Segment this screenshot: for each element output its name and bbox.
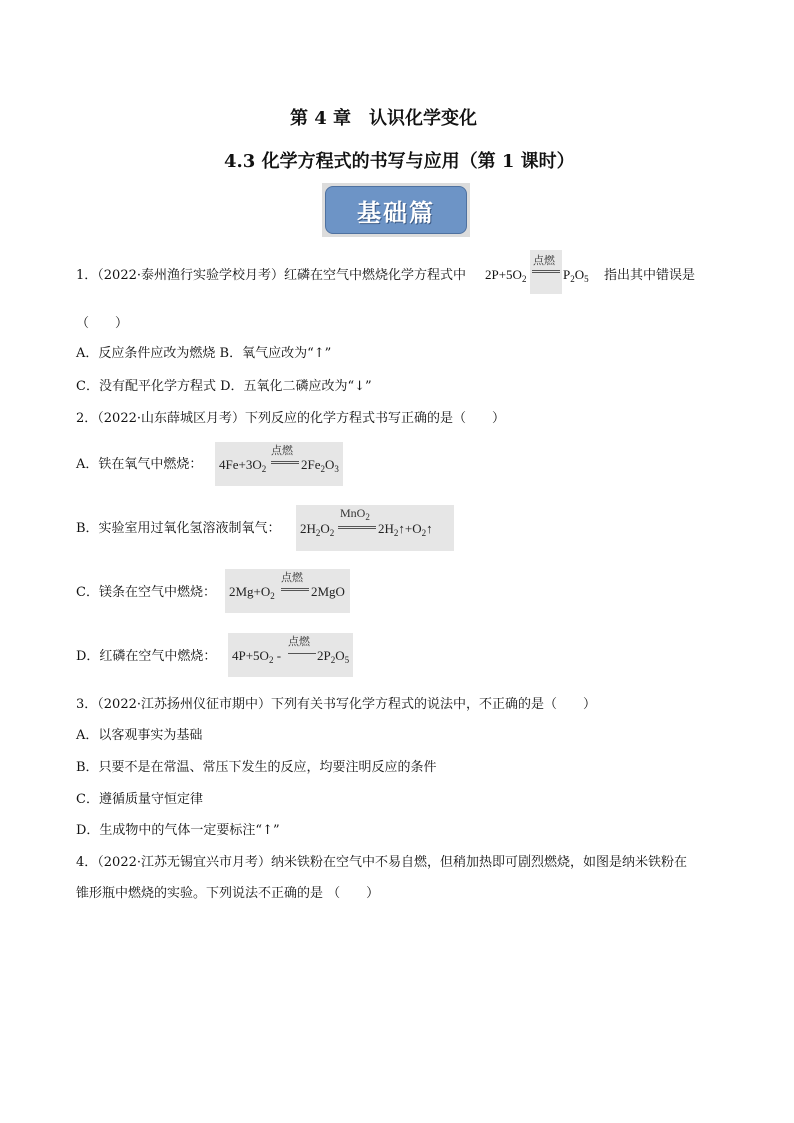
- q1-stem: 1．（2022·泰州渔行实验学校月考）红磷在空气中燃烧化学方程式中: [76, 268, 466, 283]
- q2-d-left: [232, 648, 281, 665]
- q1-answer-paren: （ ）: [76, 316, 129, 331]
- q1-eq-right-sub1: 2: [570, 274, 575, 284]
- q2-a-right-sub2: 3: [334, 464, 339, 474]
- q2-d-left-sub: 2: [268, 655, 274, 665]
- q2-d-dash: -: [276, 648, 282, 663]
- q2-c-condition: 点燃: [281, 571, 303, 584]
- q1-condition-box: [530, 250, 562, 294]
- q1-condition: 点燃: [533, 254, 555, 267]
- q2-d-right-sub2: 5: [344, 655, 350, 665]
- q2-stem: 2．（2022·山东薛城区月考）下列反应的化学方程式书写正确的是（ ）: [76, 411, 505, 426]
- level-badge: [322, 183, 470, 237]
- q2-b-right: [378, 521, 433, 538]
- q3-option-c: C．遵循质量守恒定律: [76, 792, 203, 807]
- q2-d-right-o: O: [335, 648, 345, 663]
- q1-eq-right-o: O: [574, 267, 585, 282]
- q1-eq-right-p: P: [563, 267, 571, 282]
- q2-a-right: [301, 457, 339, 474]
- q2-d-right-sub1: 2: [330, 655, 336, 665]
- q2-d-right-p: 2P: [317, 648, 331, 663]
- q3-option-b: B．只要不是在常温、常压下发生的反应，均要注明反应的条件: [76, 760, 437, 775]
- q2-option-a-equation: [215, 442, 343, 486]
- q2-b-right-o: ↑+O: [398, 521, 422, 536]
- q1-eq-left-sub: 2: [521, 274, 527, 284]
- q3-option-d: D．生成物中的气体一定要标注“↑”: [76, 823, 280, 838]
- q2-b-left-sub2: 2: [329, 528, 335, 538]
- q2-b-catalyst: MnO: [340, 506, 366, 520]
- q2-a-equals-bar: [271, 461, 299, 464]
- q1-equals-bar: [532, 270, 560, 273]
- q1-equation-right: [563, 267, 589, 284]
- q2-a-left-sub: 2: [261, 464, 267, 474]
- q2-option-b-equation: [296, 505, 454, 551]
- q2-c-left-sub: 2: [270, 591, 275, 601]
- level-badge-panel: [325, 186, 467, 234]
- q2-b-condition: [340, 506, 370, 522]
- q1-stem-end: 指出其中错误是: [604, 268, 696, 283]
- q1-equation-left: [485, 267, 526, 284]
- q1-options-ab: A．反应条件应改为燃烧 B．氧气应改为“↑”: [76, 346, 332, 361]
- q2-b-equals-bar: [338, 526, 376, 529]
- q2-c-equals-bar: [281, 588, 309, 591]
- q2-option-c-equation: [225, 569, 350, 613]
- q2-d-right: [317, 648, 349, 665]
- q1-eq-left-text: 2P+5O: [485, 267, 522, 282]
- q2-option-c-label: C．镁条在空气中燃烧：: [76, 585, 216, 600]
- q2-a-condition: 点燃: [271, 444, 293, 457]
- chapter-title: 第 4 章 认识化学变化: [290, 108, 478, 129]
- q2-c-left: [229, 584, 275, 601]
- q2-c-left-text: 2Mg+O: [229, 584, 271, 599]
- q2-option-a-label: A．铁在氧气中燃烧：: [76, 457, 203, 472]
- q2-d-condition: 点燃: [288, 635, 310, 648]
- q4-stem-line2: 锥形瓶中燃烧的实验。下列说法不正确的是 （ ）: [76, 886, 380, 901]
- q2-option-b-label: B．实验室用过氧化氢溶液制氧气：: [76, 521, 281, 536]
- q2-option-d-label: D．红磷在空气中燃烧：: [76, 649, 217, 664]
- section-title: 4.3 化学方程式的书写与应用（第 1 课时）: [224, 151, 575, 172]
- q2-b-right-sub2: 2: [421, 528, 427, 538]
- q2-a-left: [219, 457, 266, 474]
- q2-b-right-h: 2H: [378, 521, 394, 536]
- q2-b-left-sub1: 2: [315, 528, 321, 538]
- q4-stem-line1: 4．（2022·江苏无锡宜兴市月考）纳米铁粉在空气中不易自燃，但稍加热即可剧烈燃烧，如图是纳米铁粉在: [76, 855, 687, 870]
- q2-a-right-o: O: [325, 457, 335, 472]
- q3-option-a: A．以客观事实为基础: [76, 728, 203, 743]
- q3-stem: 3．（2022·江苏扬州仪征市期中）下列有关书写化学方程式的说法中，不正确的是（ ）: [76, 697, 596, 712]
- q2-a-right-fe: 2Fe: [301, 457, 321, 472]
- q1-eq-right-sub2: 5: [584, 274, 589, 284]
- q2-b-left: [300, 521, 334, 538]
- q2-b-right-sub1: 2: [393, 528, 399, 538]
- q2-b-right-arrow: ↑: [426, 521, 433, 536]
- q2-a-left-text: 4Fe+3O: [219, 457, 262, 472]
- q2-b-catalyst-sub: 2: [365, 512, 370, 522]
- q2-b-left-h: 2H: [300, 521, 316, 536]
- q2-a-right-sub1: 2: [320, 464, 325, 474]
- q2-b-left-o: O: [320, 521, 330, 536]
- q2-d-left-text: 4P+5O: [232, 648, 269, 663]
- q1-options-cd: C．没有配平化学方程式 D．五氧化二磷应改为“↓”: [76, 379, 372, 394]
- q2-d-single-bar: [288, 653, 316, 654]
- q2-c-right: 2MgO: [311, 584, 345, 599]
- level-badge-text: 基础篇: [357, 198, 435, 227]
- q2-option-d-equation: [228, 633, 353, 677]
